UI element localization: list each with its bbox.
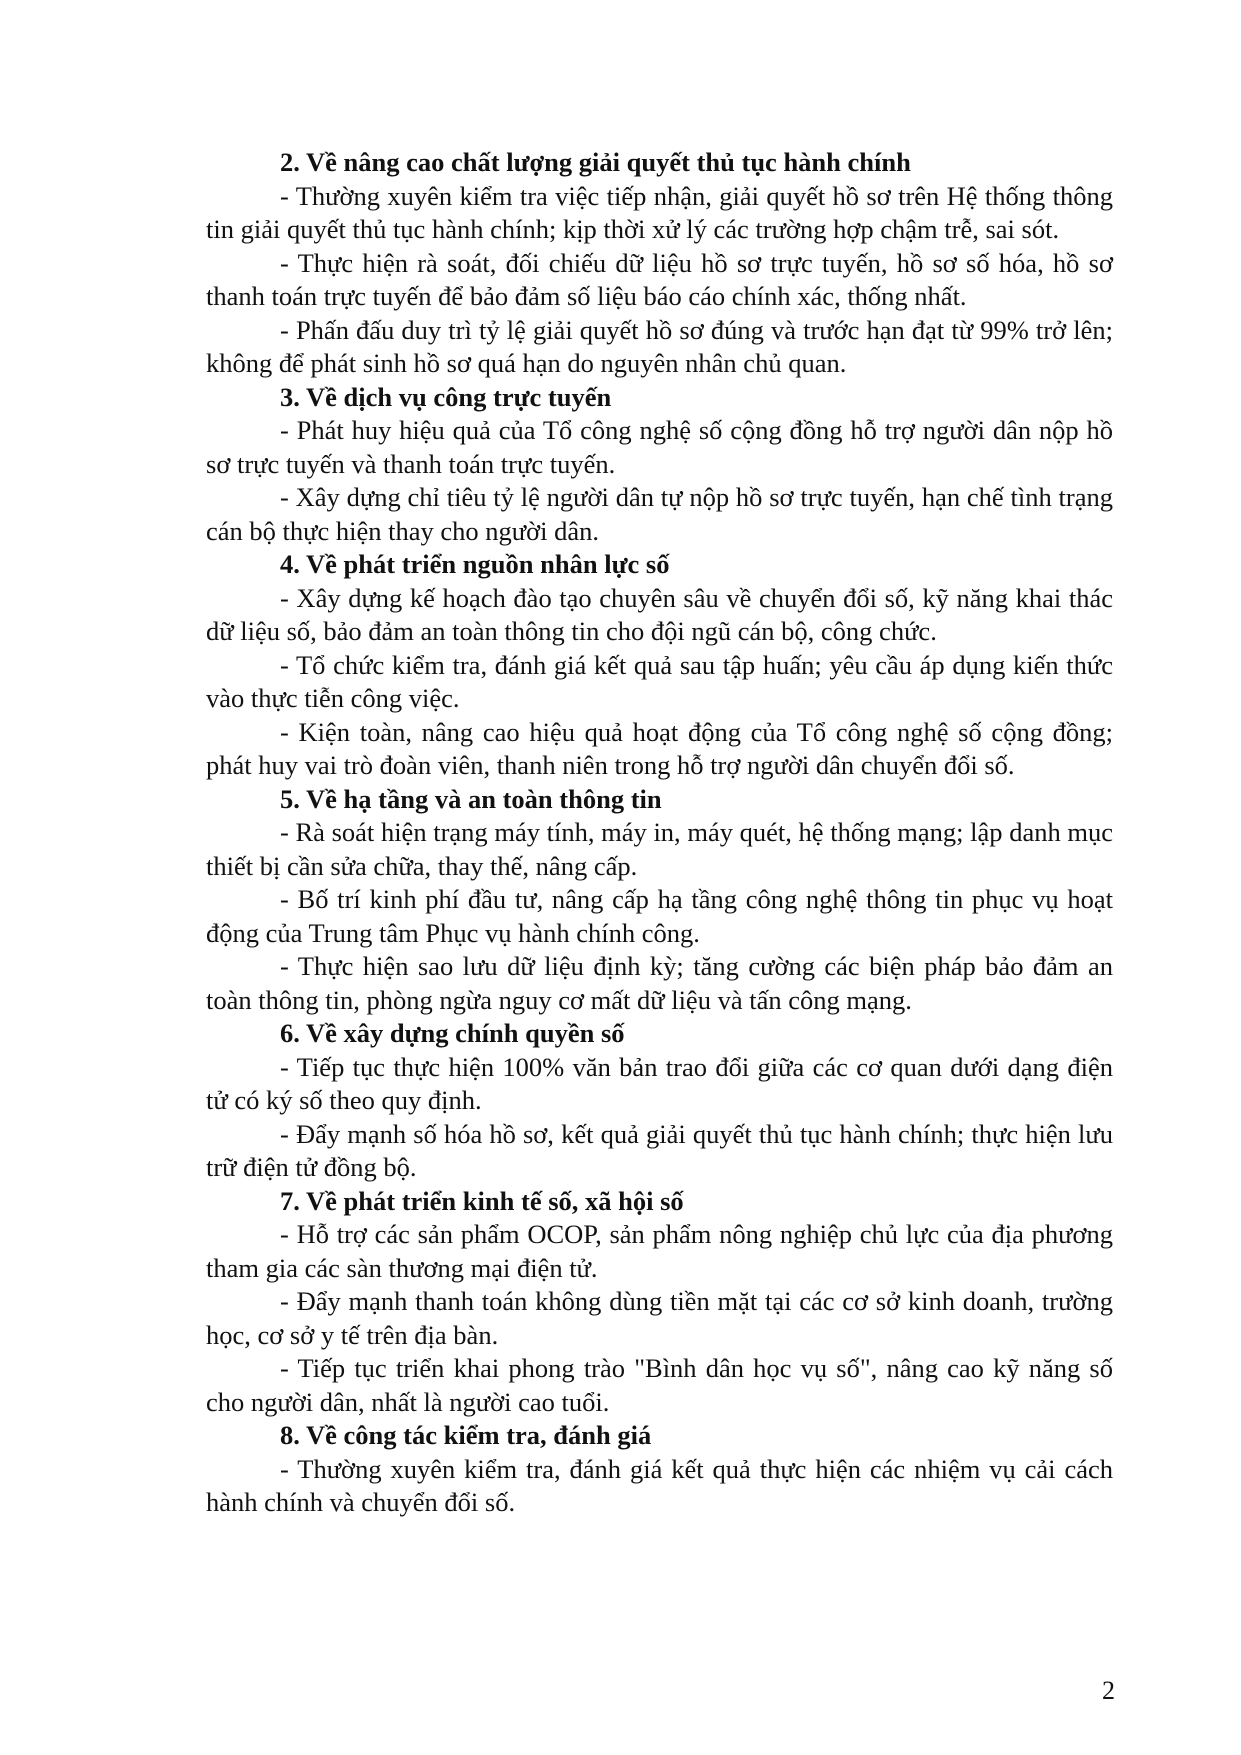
paragraph: - Thực hiện rà soát, đối chiếu dữ liệu hồ sơ trực tuyến, hồ sơ số hóa, hồ sơ thanh toán trực tuyến để bảo đảm số liệu báo cáo chính xác, thống nhất. bbox=[206, 247, 1113, 311]
document-body bbox=[206, 146, 1113, 1520]
section-6 bbox=[206, 1017, 1113, 1185]
paragraph: - Thường xuyên kiểm tra, đánh giá kết quả thực hiện các nhiệm vụ cải cách hành chính và chuyển đổi số. bbox=[206, 1453, 1113, 1517]
paragraph: - Thường xuyên kiểm tra việc tiếp nhận, giải quyết hồ sơ trên Hệ thống thông tin giải quyết thủ tục hành chính; kịp thời xử lý các trường hợp chậm trễ, sai sót. bbox=[206, 180, 1113, 244]
paragraph: - Tiếp tục thực hiện 100% văn bản trao đổi giữa các cơ quan dưới dạng điện tử có ký số theo quy định. bbox=[206, 1051, 1113, 1115]
paragraph: - Tiếp tục triển khai phong trào "Bình dân học vụ số", nâng cao kỹ năng số cho người dân, nhất là người cao tuổi. bbox=[206, 1353, 1113, 1417]
paragraph: - Bố trí kinh phí đầu tư, nâng cấp hạ tầng công nghệ thông tin phục vụ hoạt động của Trung tâm Phục vụ hành chính công. bbox=[206, 884, 1113, 948]
paragraph: - Phát huy hiệu quả của Tổ công nghệ số cộng đồng hỗ trợ người dân nộp hồ sơ trực tuyến và thanh toán trực tuyến. bbox=[206, 415, 1113, 479]
section-heading: 2. Về nâng cao chất lượng giải quyết thủ tục hành chính bbox=[280, 147, 911, 177]
section-8 bbox=[206, 1419, 1113, 1520]
paragraph: - Đẩy mạnh số hóa hồ sơ, kết quả giải quyết thủ tục hành chính; thực hiện lưu trữ điện tử đồng bộ. bbox=[206, 1118, 1113, 1182]
section-5 bbox=[206, 783, 1113, 1018]
paragraph: - Xây dựng chỉ tiêu tỷ lệ người dân tự nộp hồ sơ trực tuyến, hạn chế tình trạng cán bộ thực hiện thay cho người dân. bbox=[206, 482, 1113, 546]
section-heading: 8. Về công tác kiểm tra, đánh giá bbox=[280, 1420, 652, 1450]
paragraph: - Xây dựng kế hoạch đào tạo chuyên sâu về chuyển đổi số, kỹ năng khai thác dữ liệu số, bảo đảm an toàn thông tin cho đội ngũ cán bộ, công chức. bbox=[206, 582, 1113, 646]
section-4 bbox=[206, 548, 1113, 783]
section-heading: 6. Về xây dựng chính quyền số bbox=[280, 1018, 625, 1048]
section-7 bbox=[206, 1185, 1113, 1420]
paragraph: - Kiện toàn, nâng cao hiệu quả hoạt động của Tổ công nghệ số cộng đồng; phát huy vai trò đoàn viên, thanh niên trong hỗ trợ người dân chuyển đổi số. bbox=[206, 716, 1113, 780]
page-number: 2 bbox=[1102, 1676, 1115, 1705]
paragraph: - Đẩy mạnh thanh toán không dùng tiền mặt tại các cơ sở kinh doanh, trường học, cơ sở y tế trên địa bàn. bbox=[206, 1286, 1113, 1350]
paragraph: - Thực hiện sao lưu dữ liệu định kỳ; tăng cường các biện pháp bảo đảm an toàn thông tin, phòng ngừa nguy cơ mất dữ liệu và tấn công mạng. bbox=[206, 951, 1113, 1015]
paragraph: - Tổ chức kiểm tra, đánh giá kết quả sau tập huấn; yêu cầu áp dụng kiến thức vào thực tiễn công việc. bbox=[206, 649, 1113, 713]
section-heading: 4. Về phát triển nguồn nhân lực số bbox=[280, 549, 670, 579]
section-3 bbox=[206, 381, 1113, 549]
section-heading: 5. Về hạ tầng và an toàn thông tin bbox=[280, 783, 662, 814]
section-2 bbox=[206, 146, 1113, 381]
paragraph: - Phấn đấu duy trì tỷ lệ giải quyết hồ sơ đúng và trước hạn đạt từ 99% trở lên; không để phát sinh hồ sơ quá hạn do nguyên nhân chủ quan. bbox=[206, 314, 1113, 378]
section-heading: 3. Về dịch vụ công trực tuyến bbox=[280, 381, 612, 412]
paragraph: - Hỗ trợ các sản phẩm OCOP, sản phẩm nông nghiệp chủ lực của địa phương tham gia các sàn thương mại điện tử. bbox=[206, 1219, 1113, 1283]
paragraph: - Rà soát hiện trạng máy tính, máy in, máy quét, hệ thống mạng; lập danh mục thiết bị cần sửa chữa, thay thế, nâng cấp. bbox=[206, 817, 1113, 881]
section-heading: 7. Về phát triển kinh tế số, xã hội số bbox=[280, 1185, 684, 1216]
